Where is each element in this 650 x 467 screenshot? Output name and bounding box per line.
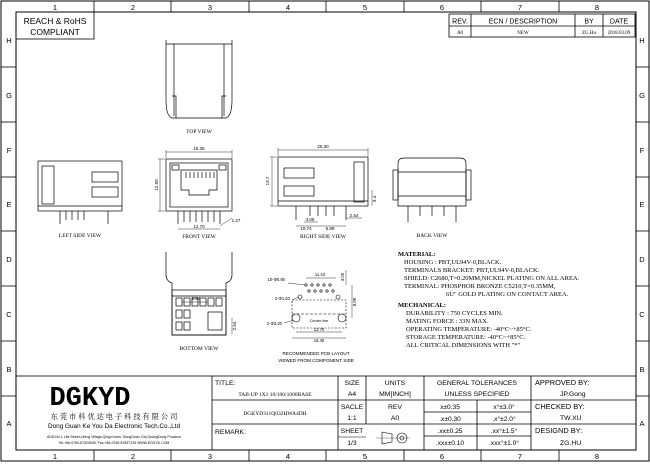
tolerance-angular: .xx°±1.5°	[490, 428, 518, 435]
bottom-view-label: BOTTOM VIEW	[179, 346, 219, 352]
company-name-en: Dong Guan Ke You Da Electronic Tech.Co.,Ltd	[47, 423, 181, 430]
row-label: C	[639, 310, 645, 319]
projection-symbol-icon	[376, 432, 410, 444]
row-label: E	[639, 200, 645, 209]
row-label: G	[639, 91, 645, 100]
ecn-value: NEW	[517, 31, 529, 36]
tolerance-linear: x±0.35	[440, 404, 460, 411]
dim-pcb-hole2: 2-Φ1.63	[274, 296, 290, 301]
compliance-line1: REACH & RoHS	[23, 16, 87, 26]
col-label: 4	[285, 3, 291, 12]
col-label: 7	[517, 3, 523, 12]
part-number: DGKYD311Q032HWA4DH	[243, 411, 307, 417]
tolerance-title1: GENERAL TOLERANCES	[437, 380, 517, 387]
col-label: 5	[362, 452, 368, 461]
rev-label: REV	[388, 404, 402, 411]
tolerance-linear: .xxx±0.10	[435, 440, 465, 447]
mechanical-line: OPERATING TEMPERATURE: -40°C~+85°C.	[406, 326, 532, 333]
size-value: A4	[347, 391, 357, 398]
left-side-view-label: LEFT SIDE VIEW	[58, 233, 102, 239]
col-label: 5	[362, 3, 368, 12]
ecn-header: ECN / DESCRIPTION	[488, 18, 558, 26]
title-value: TAB-UP 1X1 10/100/1000BASE	[238, 392, 312, 398]
tolerance-linear: .xx±0.25	[437, 428, 463, 435]
mechanical-line: ALL CRITICAL DIMENSIONS WITH "*"	[406, 342, 521, 349]
dim-pcb-hole1: 10-Φ0.90	[267, 277, 285, 282]
row-labels-left	[6, 36, 12, 428]
material-line: SHIELD: C2680,T=0.20MM,NICKEL PLATING ON ALL AREA.	[404, 275, 580, 282]
dim-pcb-bottom2: 16.40	[313, 338, 325, 343]
col-label: 3	[207, 3, 213, 12]
dim-pcb-hole3: 2-Φ3.20	[266, 321, 282, 326]
checked-value: TW.XU	[560, 415, 582, 422]
row-label: G	[6, 91, 12, 100]
scale-label: SACLE	[340, 404, 364, 411]
dim-pcb-top: 11.43	[314, 272, 326, 277]
compliance-line2: COMPLIANT	[30, 27, 80, 37]
dim-front-side: 1.27	[231, 218, 241, 223]
remark-label: REMARK:	[215, 429, 246, 436]
units-value: MM[INCH]	[379, 391, 411, 398]
col-label: 1	[52, 3, 58, 12]
row-label: D	[6, 255, 12, 264]
row-label: H	[6, 36, 12, 45]
material-line: HOUSING : PBT,UL94V-0,BLACK.	[404, 259, 502, 266]
tolerance-angular: .xxx°±1.0°	[489, 440, 519, 447]
sheet-value: 1/3	[347, 440, 357, 447]
by-header: BY	[584, 18, 594, 26]
dim-side-c: 6.89	[325, 226, 335, 231]
col-label: 6	[439, 3, 445, 12]
designed-label: DESIGND BY:	[535, 426, 583, 435]
col-label: 8	[594, 452, 600, 461]
dim-front-width: 16.35	[193, 146, 205, 151]
dim-side-e: 3.4	[372, 195, 377, 203]
row-label: D	[639, 255, 645, 264]
mechanical-line: DURABILITY : 750 CYCLES MIN.	[406, 310, 503, 317]
pcb-layout-label2: VIEWED FROM COMPONENT SIDE	[278, 358, 354, 363]
row-label: F	[6, 146, 12, 155]
material-line: 6U" GOLD PLATING ON CONTACT AREA.	[446, 291, 569, 298]
material-line: TERMINAL: PHOSPHOR BRONZE C5210,T=0.35MM,	[404, 283, 556, 290]
dim-side-b: 10.74	[300, 226, 312, 231]
front-view-drawing	[166, 159, 232, 224]
col-label: 6	[439, 452, 445, 461]
top-view-label: TOP VIEW	[186, 129, 212, 135]
row-label: A	[639, 419, 645, 428]
dim-front-height: 12.50	[154, 179, 159, 191]
front-view-dimensions	[158, 150, 232, 229]
col-label: 2	[130, 3, 136, 12]
date-header: DATE	[609, 18, 629, 26]
col-label: 7	[517, 452, 523, 461]
mechanical-title: MECHANICAL:	[398, 302, 447, 309]
material-title: MATERIAL:	[398, 251, 436, 258]
front-view-label: FRONT VIEW	[182, 234, 216, 240]
row-label: F	[639, 146, 645, 155]
company-name-cn: 东 莞 市 科 优 达 电 子 科 技 有 限 公 司	[50, 412, 178, 421]
size-label: SIZE	[344, 380, 360, 387]
scale-value: 1:1	[347, 415, 357, 422]
row-label: E	[6, 200, 12, 209]
row-label: H	[639, 36, 645, 45]
rev-header: REV.	[452, 18, 468, 26]
dim-side-a: 3.05	[305, 217, 315, 222]
rev-value: A0	[456, 31, 464, 36]
checked-label: CHECKED BY:	[535, 402, 585, 411]
tolerance-angular: x°±3.0°	[493, 404, 515, 411]
back-view-drawing	[393, 158, 471, 222]
tolerance-title2: UNLESS SPECIFIED	[444, 391, 510, 398]
mechanical-line: MATING FORCE : 33N MAX.	[406, 318, 489, 325]
approved-label: APPROVED BY:	[535, 378, 590, 387]
pcb-center-line-label: Center line	[309, 319, 329, 323]
dim-front-pin: 12.70	[193, 224, 205, 229]
by-value: ZG.Hu	[581, 31, 597, 36]
company-logo: DGKYD	[49, 384, 131, 414]
tolerance-angular: .x°±2.0°	[492, 416, 516, 423]
row-label: C	[6, 310, 12, 319]
col-label: 4	[285, 452, 291, 461]
designed-value: ZG.HU	[560, 440, 582, 447]
dim-side-height: 13.7	[265, 176, 270, 186]
col-label: 8	[594, 3, 600, 12]
title-label: TITLE:	[215, 380, 236, 387]
dim-bottom-pitch: 2.54	[191, 296, 201, 301]
row-labels-right	[639, 36, 645, 428]
bottom-view-drawing	[166, 252, 232, 335]
left-side-view-drawing	[38, 161, 122, 224]
tolerance-linear: .x±0.30	[439, 416, 461, 423]
col-label: 1	[52, 452, 58, 461]
row-ticks	[1, 67, 649, 396]
back-view-label: BACK VIEW	[416, 233, 448, 239]
top-view-drawing	[166, 40, 232, 118]
row-label: A	[6, 419, 12, 428]
company-contact: Tel:+86-0769-87320605, Fax:+86-0769-87847125 WWW.DGKYD.COM	[58, 441, 170, 445]
dim-side-length: 25.30	[317, 144, 329, 149]
right-side-view-drawing	[278, 157, 368, 220]
units-label: UNITS	[384, 380, 406, 387]
right-side-view-label: RIGHT SIDE VIEW	[300, 234, 346, 240]
col-label: 3	[207, 452, 213, 461]
dim-bottom-side: 2.54	[232, 321, 237, 331]
sheet-label: SHEET	[340, 428, 364, 435]
mechanical-line: STORAGE TEMPERATURE: -40°C~+85°C.	[406, 334, 526, 341]
material-line: TERMINALS BRACKET: PBT,UL94V-0,BLACK.	[404, 267, 540, 274]
approved-value: JP.Gong	[560, 391, 586, 398]
pcb-layout-label1: RECOMMENDED PCB LAYOUT	[282, 351, 350, 356]
dim-pcb-bottom1: 12.70	[313, 327, 325, 332]
date-value: 2018.03.09	[607, 31, 631, 36]
notes-block	[398, 251, 580, 349]
row-label: B	[6, 365, 12, 374]
dim-side-d: 2.54	[349, 213, 359, 218]
row-label: B	[639, 365, 645, 374]
rev-block-value: A0	[390, 415, 400, 422]
dim-pcb-right: 8.89	[352, 297, 357, 307]
company-address: ADD:No.1 Life Street,Lifeng Village,Qingxi town, DongGuan City,GuangDong Province	[47, 435, 181, 439]
dim-pcb-right2: 3.05	[340, 272, 345, 282]
col-label: 2	[130, 452, 136, 461]
